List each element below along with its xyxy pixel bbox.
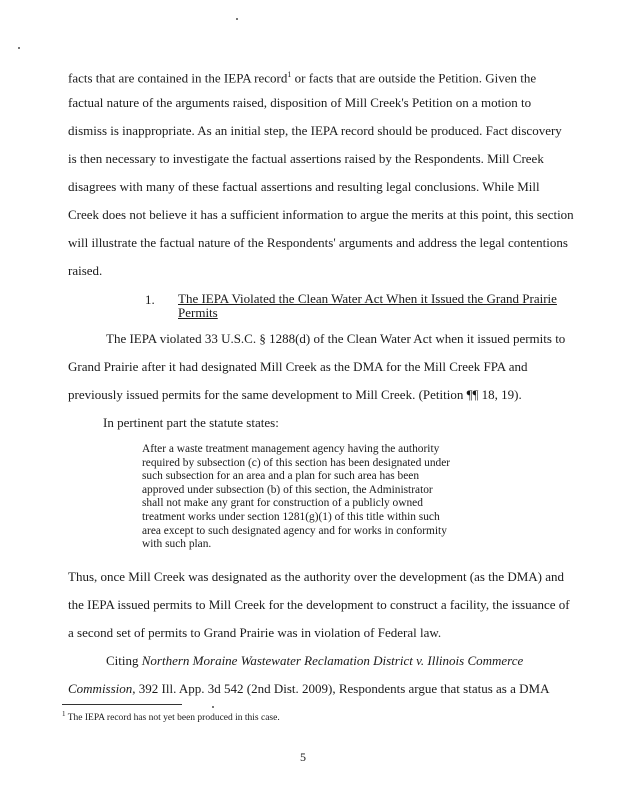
footnote-reference[interactable]: 1 [287,70,292,79]
para2-line-1: The IEPA violated 33 U.S.C. § 1288(d) of the Clean Water Act when it issued permits to [106,331,566,346]
quote-line: After a waste treatment management agency having the authority [142,443,440,455]
statute-intro: In pertinent part the statute states: [103,415,279,430]
footnote [62,710,280,723]
section-heading-line-2: Permits [178,305,218,320]
para1-line-8: raised. [68,263,103,278]
para4-rest: , 392 Ill. App. 3d 542 (2nd Dist. 2009), Respondents argue that status as a DMA [132,681,550,696]
case-name: Northern Moraine Wastewater Reclamation District v. Illinois Commerce [141,653,524,668]
quote-line: shall not make any grant for construction of a publicly owned [142,497,423,510]
footnote-text: The IEPA record has not yet been produced in this case. [65,713,280,724]
para1-line-1-text: facts that are contained in the IEPA record [68,70,288,86]
para4-line-1 [106,653,523,669]
quote-line: required by subsection (c) of this section has been designated under [142,456,451,469]
para4-line-2 [68,681,549,697]
section-number: 1. [145,292,155,307]
footnote-mark: 1 [62,710,66,718]
case-name-cont: Commission [68,681,133,696]
para2-line-3: previously issued permits for the same development to Mill Creek. (Petition ¶¶ 18, 19). [68,387,522,402]
quote-line: such subsection for an area and a plan for such area has been [142,470,420,483]
para1-line-1 [68,67,536,86]
section-heading [178,292,557,320]
para3-line-3: a second set of permits to Grand Prairie was in violation of Federal law. [68,625,442,640]
para1-line-2: factual nature of the arguments raised, disposition of Mill Creek's Petition on a motion to [68,95,532,110]
page-number: 5 [300,750,306,764]
quote-line: area except to such designated agency and for works in conformity [142,524,447,537]
quote-line: treatment works under section 1281(g)(1) of this title within such [142,510,440,523]
quote-line: with such plan. [142,538,212,551]
para3-line-2: the IEPA issued permits to Mill Creek for the development to construct a facility, the issuance of [68,597,570,612]
scan-speck [18,47,20,49]
para1-line-1-tail: or facts that are outside the Petition. Given the [291,70,537,86]
para1-line-3: dismiss is inappropriate. As an initial step, the IEPA record should be produced. Fact discovery [68,123,562,138]
para1-line-7: will illustrate the factual nature of the Respondents' arguments and address the legal contentions [68,235,568,250]
para1-line-4: is then necessary to investigate the factual assertions raised by the Respondents. Mill Creek [68,151,544,166]
block-quote [142,443,450,552]
scan-speck [212,706,214,708]
section-heading-line-1: The IEPA Violated the Clean Water Act When it Issued the Grand Prairie [178,291,557,306]
para4-prefix: Citing [106,653,142,668]
para3-line-1: Thus, once Mill Creek was designated as the authority over the development (as the DMA) and [68,569,565,584]
para2-line-2: Grand Prairie after it had designated Mill Creek as the DMA for the Mill Creek FPA and [68,359,528,374]
footnote-divider [62,704,182,705]
quote-line: approved under subsection (b) of this section, the Administrator [142,483,433,496]
scan-speck [236,18,238,20]
para1-line-6: Creek does not believe it has a sufficient information to argue the merits at this point, this section [68,207,574,222]
para1-line-5: disagrees with many of these factual assertions and resulting legal conclusions. While Mill [68,179,540,194]
